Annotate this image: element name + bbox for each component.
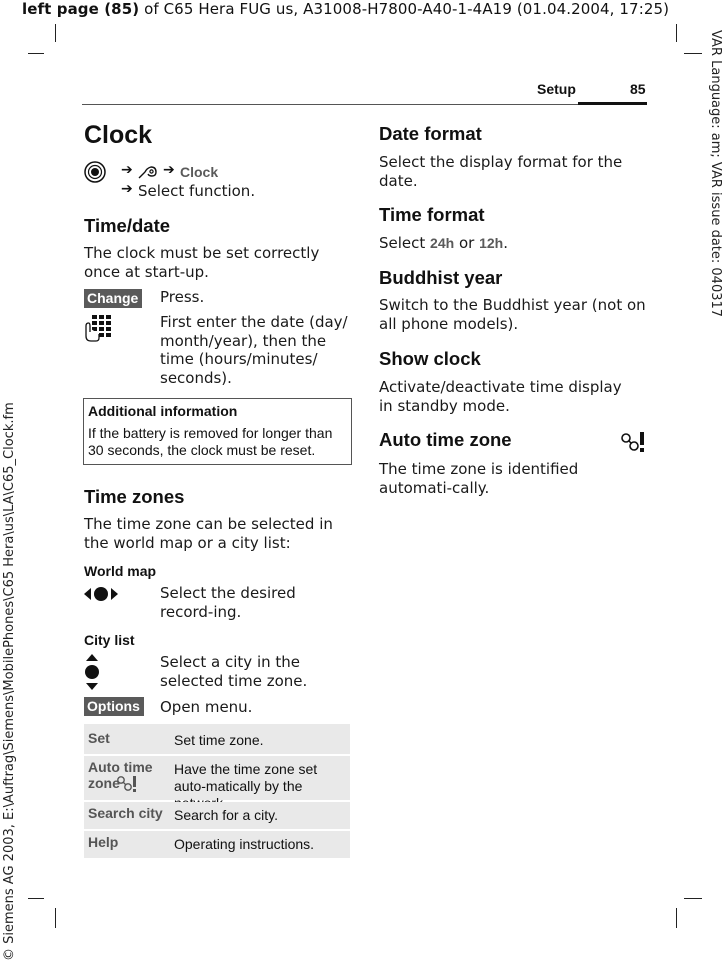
section-heading-timezones: Time zones [84,486,185,507]
change-softkey [84,288,142,308]
crop-mark [684,53,702,54]
print-header-page: left page (85) [22,0,140,18]
time-format-pre: Select [379,234,431,252]
running-head-page: 85 [630,81,646,97]
timedate-text: The clock must be set correctly once at start-up. [84,244,320,281]
print-header [22,0,669,18]
city-list-text: Select a city in the selected time zone. [160,653,308,690]
section-heading-time-format: Time format [379,204,485,225]
page-title: Clock [84,121,153,149]
additional-info-text: If the battery is removed for longer than 30 seconds, the clock must be reset. [88,425,333,458]
menu-row-key: Search city [88,805,163,821]
nav-key-icon [84,161,106,183]
crop-mark [28,898,44,899]
timezones-text: The time zone can be selected in the world map or a city list: [84,515,333,552]
time-format-text [379,234,508,253]
crop-mark [676,908,677,928]
world-map-text: Select the desired record-ing. [160,584,296,621]
section-heading-show-clock: Show clock [379,348,481,369]
nav-arrow: ➔ [121,162,133,178]
nav-menu-clock: Clock [180,164,219,180]
options-softkey [84,696,144,716]
side-file-path: © Siemens AG 2003, E:\Auftrag\Siemens\MobilePhones\C65 Hera\us\LA\C65_Clock.fm [2,402,17,961]
time-format-mid: or [454,234,480,252]
show-clock-text: Activate/deactivate time display in standby mode. [379,378,622,415]
section-heading-date-format: Date format [379,123,482,144]
date-format-text: Select the display format for the date. [379,153,623,190]
buddhist-year-text: Switch to the Buddhist year (not on all phone models). [379,296,646,333]
header-rule-thick [578,102,647,105]
options-softkey-label: Options [84,697,144,716]
header-rule [82,104,647,105]
menu-row-key: Help [88,834,119,850]
additional-info-title: Additional information [88,403,238,419]
world-map-label: World map [84,563,157,579]
menu-row-desc: Operating instructions. [174,836,315,852]
crop-mark [28,53,44,54]
setup-menu-icon [136,163,160,181]
menu-row-search-city [84,802,350,829]
crop-mark [55,908,56,928]
menu-row-desc: Search for a city. [174,807,279,823]
options-text: Open menu. [160,698,253,716]
nav-arrow: ➔ [163,162,175,178]
city-list-label: City list [84,632,135,648]
menu-row-desc: Have the time zone set auto-matically by the [174,761,318,794]
crop-mark [684,898,702,899]
side-margin-info: VAR Language: am; VAR issue date: 040317 [708,30,723,318]
change-softkey-label: Change [84,289,142,308]
step-press: Press. [160,288,205,306]
time-format-12h: 12h [479,235,504,251]
crop-mark [55,24,56,42]
menu-row-set [84,724,350,754]
nav-up-down-icon [84,654,100,690]
menu-row-auto-time-zone [84,756,350,800]
crop-mark [676,24,677,42]
time-format-24h: 24h [430,235,455,251]
auto-time-zone-text: The time zone is identified automati-cally. [379,460,579,497]
section-heading-timedate: Time/date [84,215,171,236]
menu-row-help [84,831,350,858]
running-head-section: Setup [537,81,576,97]
network-service-icon [116,775,138,793]
additional-info-box [83,398,352,465]
keypad-icon [84,314,116,342]
print-header-info: of C65 Hera FUG us, A31008-H7800-A40-1-4A19 (01.04.2004, 17:25) [139,0,670,18]
step-enter-datetime: First enter the date (day/ month/year), then the time (hours/minutes/ seconds). [160,313,348,387]
nav-left-right-icon [84,586,118,602]
nav-select-function: Select function. [138,182,256,200]
network-service-icon [620,431,646,453]
menu-row-desc: Set time zone. [174,732,264,748]
nav-arrow: ➔ [121,181,133,197]
menu-row-key: Set [88,730,110,746]
section-heading-buddhist-year: Buddhist year [379,267,503,288]
section-heading-auto-time-zone: Auto time zone [379,429,512,450]
time-format-post: . [503,234,508,252]
menu-row-key: Auto time zone [88,759,153,791]
